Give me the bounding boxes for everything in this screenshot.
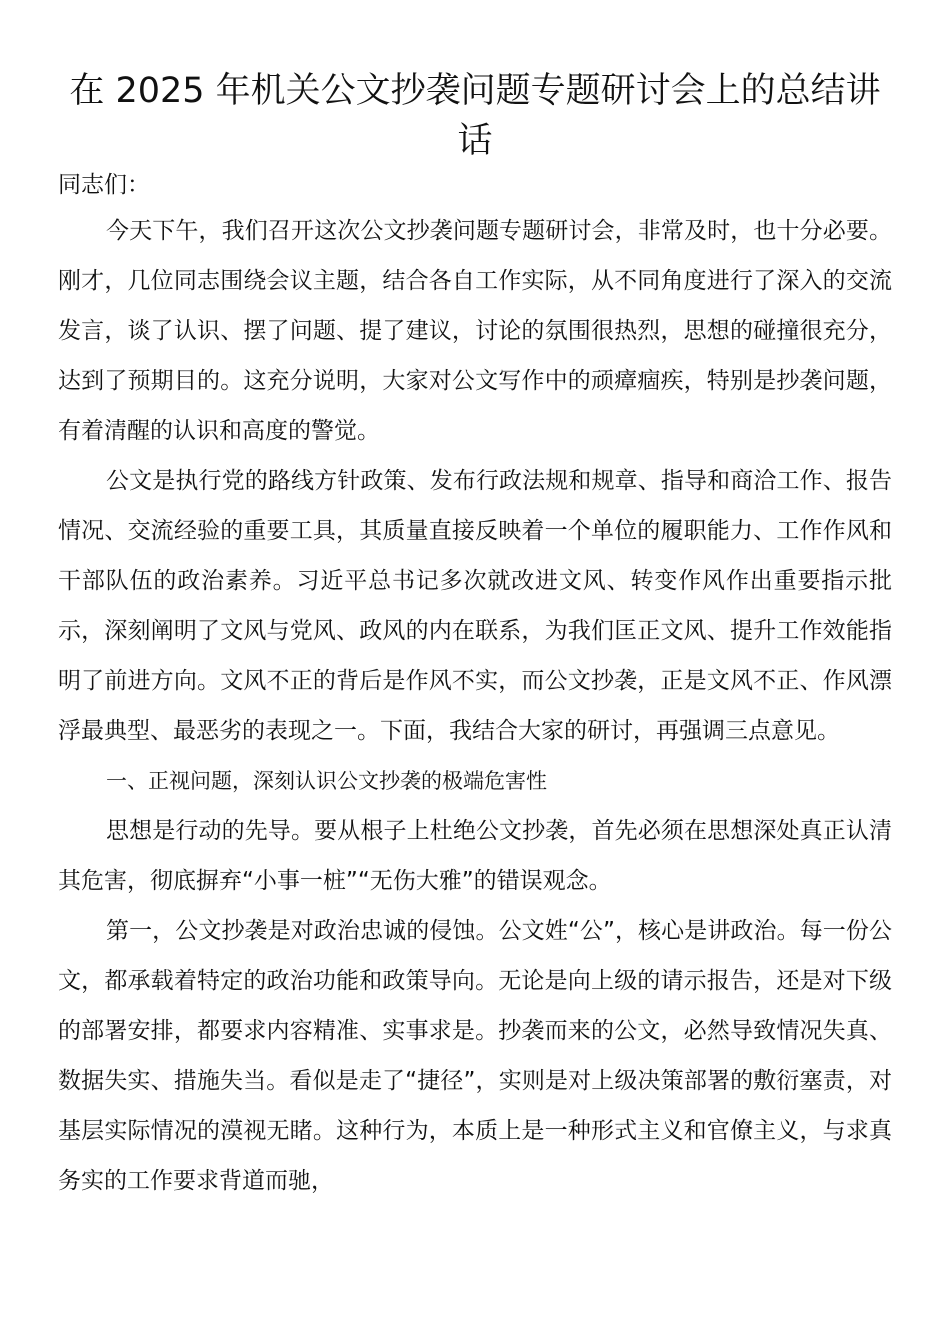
document-title: 在 2025 年机关公文抄袭问题专题研讨会上的总结讲话 bbox=[69, 71, 881, 161]
paragraph-opening: 今天下午，我们召开这次公文抄袭问题专题研讨会，非常及时，也十分必要。刚才，几位同志围绕会议主题，结合各自工作实际，从不同角度进行了深入的交流发言，谈了认识、摆了问题、提了建议，讨论的氛围很热烈，思想的碰撞很充分，达到了预期目的。这充分说明，大家对公文写作中的顽瘴痼疾，特别是抄袭问题，有着清醒的认识和高度的警觉。 bbox=[58, 218, 892, 444]
section-heading-1: 一、正视问题，深刻认识公文抄袭的极端危害性 bbox=[106, 769, 547, 793]
salutation: 同志们： bbox=[58, 172, 150, 198]
document-page bbox=[58, 66, 892, 1206]
paragraph-section-1-point-1: 第一，公文抄袭是对政治忠诚的侵蚀。公文姓“公”，核心是讲政治。每一份公文，都承载着特定的政治功能和政策导向。无论是向上级的请示报告，还是对下级的部署安排，都要求内容精准、实事求是。抄袭而来的公文，必然导致情况失真、数据失实、措施失当。看似是走了“捷径”，实则是对上级决策部署的敷衍塞责，对基层实际情况的漠视无睹。这种行为，本质上是一种形式主义和官僚主义，与求真务实的工作要求背道而驰， bbox=[58, 918, 892, 1194]
paragraph-context: 公文是执行党的路线方针政策、发布行政法规和规章、指导和商洽工作、报告情况、交流经验的重要工具，其质量直接反映着一个单位的履职能力、工作作风和干部队伍的政治素养。习近平总书记多次就改进文风、转变作风作出重要指示批示，深刻阐明了文风与党风、政风的内在联系，为我们匡正文风、提升工作效能指明了前进方向。文风不正的背后是作风不实，而公文抄袭，正是文风不正、作风漂浮最典型、最恶劣的表现之一。下面，我结合大家的研讨，再强调三点意见。 bbox=[58, 468, 892, 744]
paragraph-section-1-intro: 思想是行动的先导。要从根子上杜绝公文抄袭，首先必须在思想深处真正认清其危害，彻底摒弃“小事一桩”“无伤大雅”的错误观念。 bbox=[58, 818, 892, 894]
